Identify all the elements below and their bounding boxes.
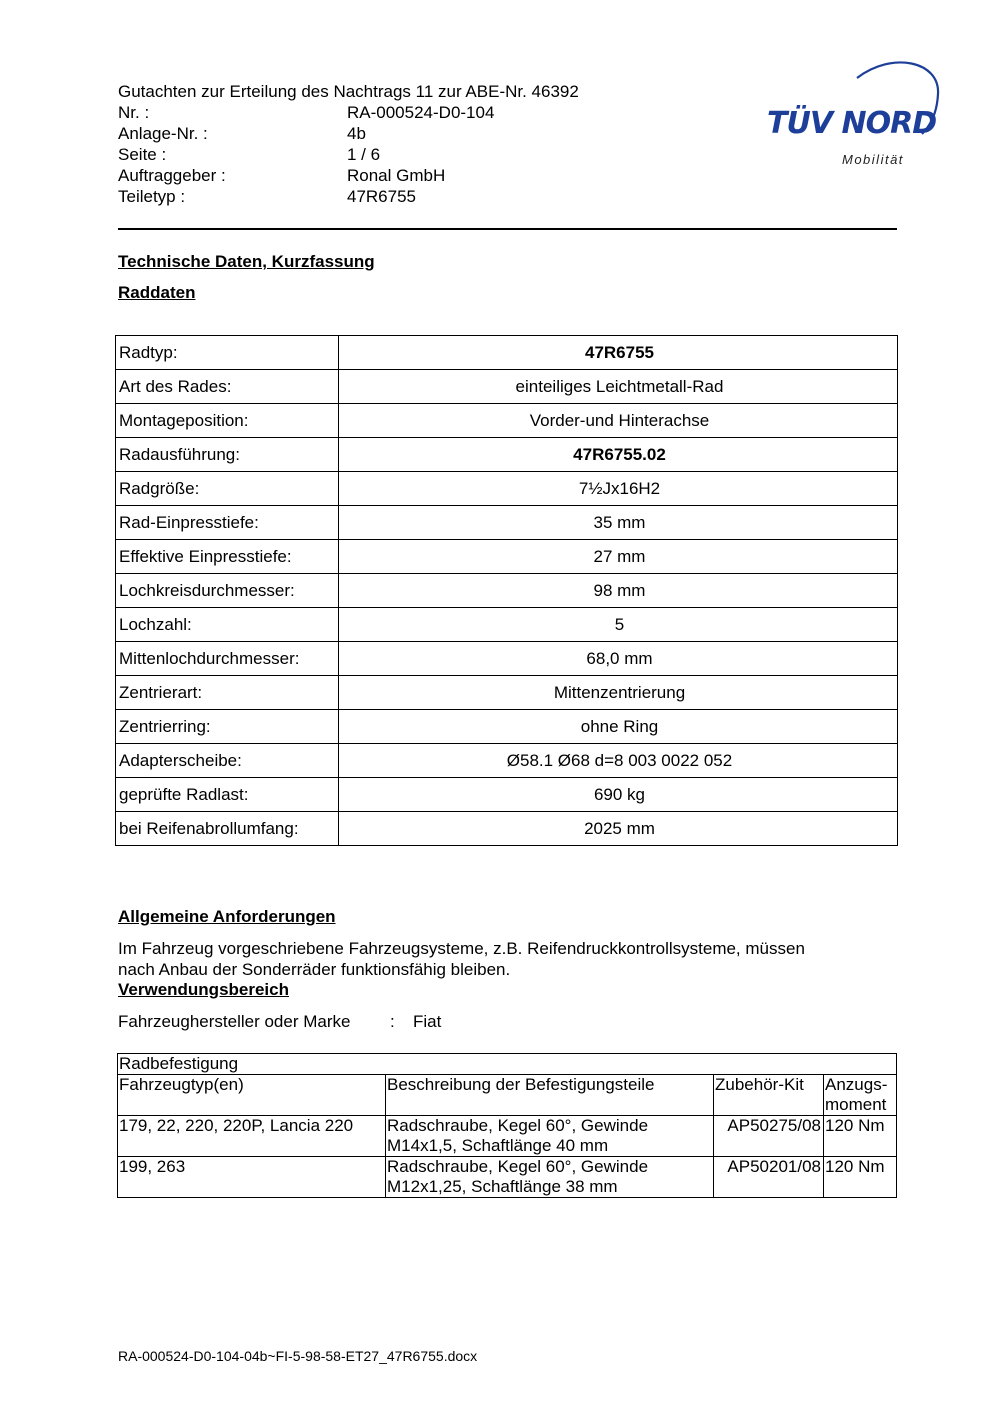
- logo-brand: TÜV NORD: [767, 106, 937, 141]
- param-value: 5: [339, 608, 898, 642]
- col-header: Beschreibung der Befestigungsteile: [386, 1075, 714, 1116]
- col-header-line: Anzugs-: [825, 1075, 888, 1094]
- table-caption-row: [118, 1054, 897, 1075]
- table-row: [116, 710, 898, 744]
- param-label: Radausführung:: [116, 438, 339, 472]
- cell-kit: AP50275/08: [714, 1116, 824, 1157]
- param-value: ohne Ring: [339, 710, 898, 744]
- table-row: [116, 336, 898, 370]
- param-value: 47R6755: [339, 336, 898, 370]
- header-label: Teiletyp :: [118, 187, 186, 206]
- param-label: Lochkreisdurchmesser:: [116, 574, 339, 608]
- header-row-auftraggeber: [118, 165, 579, 186]
- table-row: [116, 370, 898, 404]
- header-row-seite: [118, 144, 579, 165]
- raddaten-table: [115, 335, 898, 846]
- param-label: Zentrierart:: [116, 676, 339, 710]
- param-label: Adapterscheibe:: [116, 744, 339, 778]
- param-value: Ø58.1 Ø68 d=8 003 0022 052: [339, 744, 898, 778]
- table-row: [116, 676, 898, 710]
- allgemein-line: Im Fahrzeug vorgeschriebene Fahrzeugsysteme, z.B. Reifendruckkontrollsysteme, müssen: [118, 939, 805, 958]
- param-value: 690 kg: [339, 778, 898, 812]
- header-value: RA-000524-D0-104: [347, 103, 495, 122]
- header-value: 47R6755: [347, 187, 417, 206]
- header-value: 1 / 6: [347, 145, 381, 164]
- table-row: [116, 608, 898, 642]
- desc-line: Radschraube, Kegel 60°, Gewinde: [387, 1116, 649, 1135]
- param-label: geprüfte Radlast:: [116, 778, 339, 812]
- cell-desc: [386, 1116, 714, 1157]
- cell-kit: AP50201/08: [714, 1157, 824, 1198]
- heading-verwendungsbereich: Verwendungsbereich: [118, 980, 289, 999]
- table-row: [116, 744, 898, 778]
- table-row: [118, 1116, 897, 1157]
- param-value: 35 mm: [339, 506, 898, 540]
- radbefestigung-table: [117, 1053, 897, 1198]
- header-value: 4b: [347, 124, 366, 143]
- table-row: [118, 1157, 897, 1198]
- desc-line: Radschraube, Kegel 60°, Gewinde: [387, 1157, 649, 1176]
- logo-subtitle: Mobilität: [842, 152, 904, 167]
- table-row: [116, 574, 898, 608]
- param-label: Radgröße:: [116, 472, 339, 506]
- document-title: Gutachten zur Erteilung des Nachtrags 11 zur ABE-Nr. 46392: [118, 82, 579, 101]
- param-label: Art des Rades:: [116, 370, 339, 404]
- allgemein-text: [118, 938, 805, 980]
- allgemein-line: nach Anbau der Sonderräder funktionsfähig bleiben.: [118, 960, 511, 979]
- param-label: bei Reifenabrollumfang:: [116, 812, 339, 846]
- param-value: Vorder-und Hinterachse: [339, 404, 898, 438]
- cell-moment: 120 Nm: [824, 1157, 897, 1198]
- col-header-anzugsmoment: [824, 1075, 897, 1116]
- param-value: 98 mm: [339, 574, 898, 608]
- col-header: Zubehör-Kit: [714, 1075, 824, 1116]
- marke-row: [118, 1012, 441, 1032]
- param-label: Radtyp:: [116, 336, 339, 370]
- table-caption: Radbefestigung: [118, 1054, 897, 1075]
- table-row: [116, 404, 898, 438]
- param-value: Mittenzentrierung: [339, 676, 898, 710]
- param-label: Montageposition:: [116, 404, 339, 438]
- param-label: Rad-Einpresstiefe:: [116, 506, 339, 540]
- header-label: Seite :: [118, 145, 167, 164]
- marke-label: Fahrzeughersteller oder Marke: [118, 1012, 351, 1031]
- header-label: Nr. :: [118, 103, 150, 122]
- header-row-nr: [118, 102, 579, 123]
- desc-line: M14x1,5, Schaftlänge 40 mm: [387, 1136, 609, 1155]
- col-header: Fahrzeugtyp(en): [118, 1075, 386, 1116]
- col-header-line: moment: [825, 1095, 887, 1114]
- param-value: 68,0 mm: [339, 642, 898, 676]
- table-row: [116, 540, 898, 574]
- header-divider: [118, 228, 897, 230]
- table-row: [116, 778, 898, 812]
- table-row: [116, 438, 898, 472]
- param-value: 7½Jx16H2: [339, 472, 898, 506]
- param-label: Zentrierring:: [116, 710, 339, 744]
- cell-typ: 179, 22, 220, 220P, Lancia 220: [118, 1116, 386, 1157]
- param-label: Lochzahl:: [116, 608, 339, 642]
- tuv-nord-logo: [762, 56, 942, 174]
- header-label: Anlage-Nr. :: [118, 124, 208, 143]
- header-value: Ronal GmbH: [347, 166, 446, 185]
- param-value: 27 mm: [339, 540, 898, 574]
- header-row-teiletyp: [118, 186, 579, 207]
- footer-filename: RA-000524-D0-104-04b~FI-5-98-58-ET27_47R6755.docx: [118, 1348, 478, 1364]
- param-value: 47R6755.02: [339, 438, 898, 472]
- param-label: Mittenlochdurchmesser:: [116, 642, 339, 676]
- param-value: einteiliges Leichtmetall-Rad: [339, 370, 898, 404]
- param-value: 2025 mm: [339, 812, 898, 846]
- table-row: [116, 642, 898, 676]
- header-label: Auftraggeber :: [118, 166, 226, 185]
- heading-allgemeine-anforderungen: Allgemeine Anforderungen: [118, 907, 336, 926]
- marke-value: Fiat: [413, 1012, 442, 1031]
- table-row: [116, 472, 898, 506]
- cell-desc: [386, 1157, 714, 1198]
- desc-line: M12x1,25, Schaftlänge 38 mm: [387, 1177, 618, 1196]
- table-row: [116, 812, 898, 846]
- header-row-anlage: [118, 123, 579, 144]
- table-header-row: [118, 1075, 897, 1116]
- heading-technische-daten: Technische Daten, Kurzfassung: [118, 252, 375, 271]
- document-header: [118, 81, 579, 207]
- table-row: [116, 506, 898, 540]
- cell-typ: 199, 263: [118, 1157, 386, 1198]
- param-label: Effektive Einpresstiefe:: [116, 540, 339, 574]
- heading-raddaten: Raddaten: [118, 283, 196, 302]
- cell-moment: 120 Nm: [824, 1116, 897, 1157]
- marke-separator: :: [390, 1012, 395, 1031]
